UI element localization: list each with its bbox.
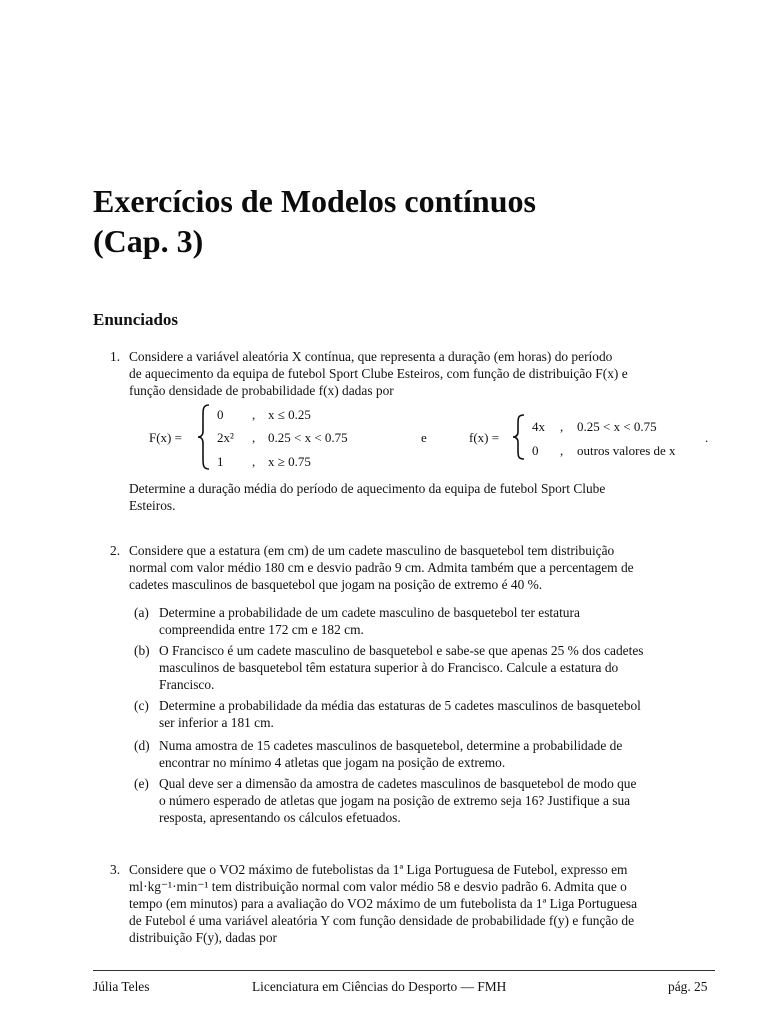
footer-rule [93, 970, 715, 971]
cdf-case-2-value: 2x² [217, 430, 234, 445]
ex1-question-line-2: Esteiros. [129, 498, 176, 513]
ex2-line-1: Considere que a estatura (em cm) de um cadete masculino de basquetebol tem distribuição [129, 543, 615, 558]
ex2-item-a-line-2: compreendida entre 172 cm e 182 cm. [159, 622, 364, 637]
cdf-label: F(x) = [149, 430, 182, 445]
pdf-case-1-value: 4x [532, 419, 545, 434]
pdf-case-2-condition: outros valores de x [577, 443, 676, 458]
ex3-line-5: distribuição F(y), dadas por [129, 930, 278, 945]
ex2-item-a-line-1: Determine a probabilidade de um cadete masculino de basquetebol ter estatura [159, 605, 580, 620]
cdf-case-3-condition: x ≥ 0.75 [268, 454, 311, 469]
pdf-brace [512, 414, 526, 465]
ex2-item-b-line-2: masculinos de basquetebol têm estatura superior à do Francisco. Calcule a estatura do [159, 660, 619, 675]
ex2-line-3: cadetes masculinos de basquetebol que jogam na posição de extremo é 40 %. [129, 577, 543, 592]
ex2-item-a-label: (a) [134, 605, 149, 620]
ex2-item-c-label: (c) [134, 698, 149, 713]
ex3-line-3: tempo (em minutos) para a avaliação do VO2 máximo de um futebolista da 1ª Liga Portuguesa [129, 896, 638, 911]
ex1-question-line-1: Determine a duração média do período de aquecimento da equipa de futebol Sport Clube [129, 481, 606, 496]
cdf-case-1-condition: x ≤ 0.25 [268, 407, 311, 422]
cdf-case-2-condition: 0.25 < x < 0.75 [268, 430, 348, 445]
ex3-line-4: de Futebol é uma variável aleatória Y com função densidade de probabilidade f(y) e função de [129, 913, 635, 928]
ex2-item-b-label: (b) [134, 643, 150, 658]
formula-end-dot: . [705, 430, 709, 445]
pdf-case-1-sep: , [560, 419, 564, 434]
ex2-item-d-label: (d) [134, 738, 150, 753]
ex3-line-2: ml·kg⁻¹·min⁻¹ tem distribuição normal com valor médio 58 e desvio padrão 6. Admita que o [129, 879, 627, 894]
cdf-case-1-value: 0 [217, 407, 224, 422]
pdf-case-2-value: 0 [532, 443, 539, 458]
ex2-item-b-line-3: Francisco. [159, 677, 215, 692]
ex2-item-e-label: (e) [134, 776, 149, 791]
ex2-item-d-line-2: encontrar no mínimo 4 atletas que jogam na posição de extremo. [159, 755, 506, 770]
ex2-item-e-line-2: o número esperado de atletas que jogam na posição de extremo seja 16? Justifique a sua [159, 793, 631, 808]
footer-course: Licenciatura em Ciências do Desporto — FMH [252, 979, 507, 994]
ex2-line-2: normal com valor médio 180 cm e desvio padrão 9 cm. Admita também que a percentagem de [129, 560, 634, 575]
ex1-line-3: função densidade de probabilidade f(x) dadas por [129, 383, 394, 398]
ex1-line-1: Considere a variável aleatória X contínua, que representa a duração (em horas) do período [129, 349, 613, 364]
footer-page-number: pág. 25 [668, 979, 708, 994]
ex2-item-d-line-1: Numa amostra de 15 cadetes masculinos de basquetebol, determine a probabilidade de [159, 738, 623, 753]
connector-and: e [421, 430, 427, 445]
ex2-item-b-line-1: O Francisco é um cadete masculino de basquetebol e sabe-se que apenas 25 % dos cadetes [159, 643, 644, 658]
page-title-line-2: (Cap. 3) [93, 223, 204, 259]
ex2-number: 2. [110, 543, 121, 558]
cdf-brace [197, 404, 211, 475]
ex2-item-c-line-2: ser inferior a 181 cm. [159, 715, 274, 730]
ex1-line-2: de aquecimento da equipa de futebol Sport Clube Esteiros, com função de distribuição F(x) e [129, 366, 628, 381]
ex3-line-1: Considere que o VO2 máximo de futebolistas da 1ª Liga Portuguesa de Futebol, expresso em [129, 862, 628, 877]
section-heading: Enunciados [93, 310, 179, 329]
cdf-case-1-sep: , [252, 407, 256, 422]
page-title-line-1: Exercícios de Modelos contínuos [93, 183, 536, 219]
ex2-item-e-line-3: resposta, apresentando os cálculos efetuados. [159, 810, 401, 825]
cdf-case-3-sep: , [252, 454, 256, 469]
ex2-item-c-line-1: Determine a probabilidade da média das estaturas de 5 cadetes masculinos de basquetebol [159, 698, 641, 713]
ex3-number: 3. [110, 862, 121, 877]
pdf-label: f(x) = [469, 430, 500, 445]
ex1-number: 1. [110, 349, 121, 364]
cdf-case-3-value: 1 [217, 454, 224, 469]
footer-author: Júlia Teles [93, 979, 150, 994]
pdf-case-2-sep: , [560, 443, 564, 458]
pdf-case-1-condition: 0.25 < x < 0.75 [577, 419, 657, 434]
cdf-case-2-sep: , [252, 430, 256, 445]
ex2-item-e-line-1: Qual deve ser a dimensão da amostra de cadetes masculinos de basquetebol de modo que [159, 776, 637, 791]
